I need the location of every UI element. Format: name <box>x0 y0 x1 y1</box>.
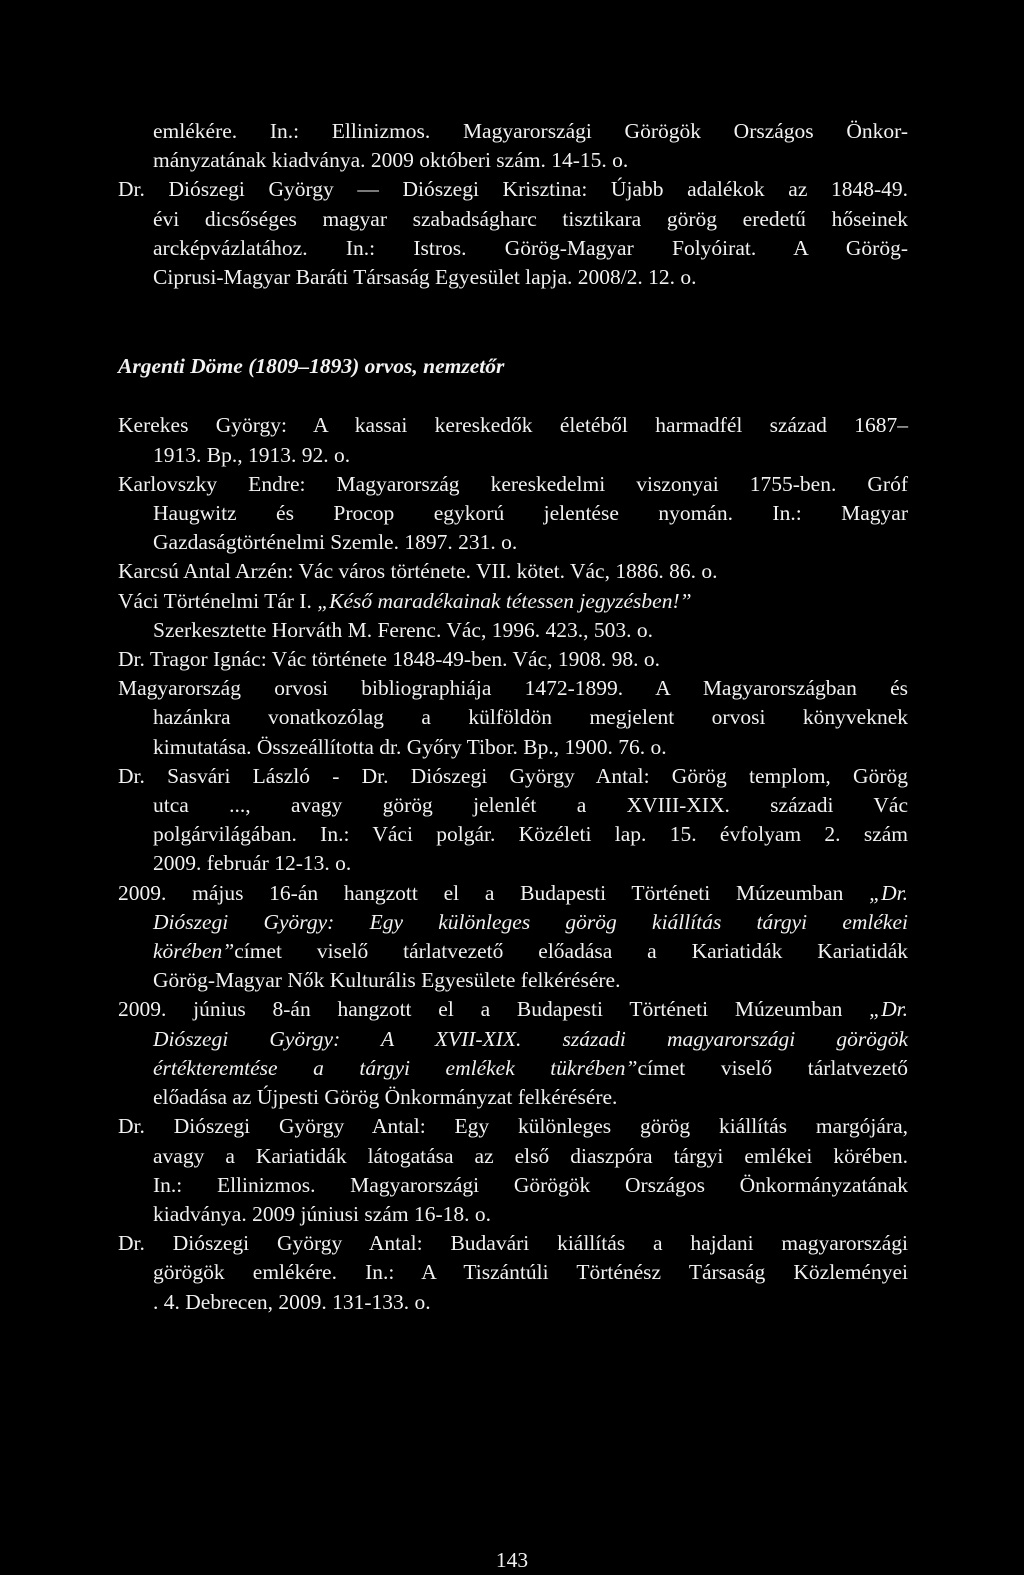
text-line <box>118 995 908 1024</box>
text-line: Gazdaságtörténelmi Szemle. 1897. 231. o. <box>153 530 518 555</box>
italic-title: Diószegi György: A XVII-XIX. századi magyarországi görögök <box>153 1026 908 1051</box>
text-column <box>118 117 908 1317</box>
text-line: Ciprusi-Magyar Baráti Társaság Egyesület lapja. 2008/2. 12. o. <box>153 265 697 290</box>
text-segment: címet viselő tárlatvezető előadása a Kariatidák Kariatidák <box>234 939 908 964</box>
page-number: 143 <box>495 1548 529 1572</box>
text-line: Szerkesztette Horváth M. Ferenc. Vác, 1996. 423., 503. o. <box>153 617 653 642</box>
text-line: arcképvázlatához. In.: Istros. Görög-Magyar Folyóirat. A Görög- <box>153 235 908 260</box>
text-segment: 2009. május 16-án hangzott el a Budapesti Történeti Múzeumban <box>118 880 870 905</box>
text-line: Dr. Tragor Ignác: Vác története 1848-49-ben. Vác, 1908. 98. o. <box>118 647 660 672</box>
text-line: kiadványa. 2009 júniusi szám 16-18. o. <box>153 1201 491 1226</box>
italic-title: „Késő maradékainak tétessen jegyzésben!” <box>317 588 692 613</box>
text-line: Dr. Diószegi György — Diószegi Krisztina: Újabb adalékok az 1848-49. <box>118 177 908 202</box>
text-line: Dr. Diószegi György Antal: Egy különleges görög kiállítás margójára, <box>118 1114 908 1139</box>
italic-title: „Dr. <box>869 997 908 1022</box>
text-line: görögök emlékére. In.: A Tiszántúli Történész Társaság Közleményei <box>153 1260 908 1285</box>
text-line <box>118 937 908 966</box>
text-line: polgárvilágában. In.: Váci polgár. Közéleti lap. 15. évfolyam 2. szám <box>153 822 908 847</box>
text-line: emlékére. In.: Ellinizmos. Magyarországi Görögök Országos Önkor- <box>153 119 908 143</box>
italic-title: értékteremtése a tárgyi emlékek tükrében” <box>153 1055 638 1080</box>
text-line: Dr. Sasvári László - Dr. Diószegi György Antal: Görög templom, Görög <box>118 763 908 788</box>
text-line: 1913. Bp., 1913. 92. o. <box>153 442 351 467</box>
text-line: Kerekes György: A kassai kereskedők életéből harmadfél század 1687– <box>118 413 908 438</box>
italic-title: Diószegi György: Egy különleges görög kiállítás tárgyi emlékei <box>153 909 908 934</box>
text-line: avagy a Kariatidák látogatása az első diaszpóra tárgyi emlékei körében. <box>153 1143 908 1168</box>
text-line: 2009. február 12-13. o. <box>153 851 352 876</box>
italic-title: körében” <box>153 939 235 964</box>
text-line: Magyarország orvosi bibliographiája 1472-1899. A Magyarországban és <box>118 676 908 701</box>
text-line <box>118 1054 908 1083</box>
text-line <box>118 1025 908 1054</box>
section-heading: Argenti Döme (1809–1893) orvos, nemzetőr <box>118 354 505 379</box>
text-line <box>118 908 908 937</box>
text-line: Dr. Diószegi György Antal: Budavári kiállítás a hajdani magyarországi <box>118 1231 908 1256</box>
text-segment: címet viselő tárlatvezető <box>637 1055 908 1080</box>
italic-title: „Dr. <box>869 880 908 905</box>
text-line: In.: Ellinizmos. Magyarországi Görögök Országos Önkormányzatának <box>153 1172 908 1197</box>
text-line <box>118 587 908 616</box>
text-line: Görög-Magyar Nők Kulturális Egyesülete felkérésére. <box>153 968 621 993</box>
text-line: mányzatának kiadványa. 2009 októberi szám. 14-15. o. <box>153 148 629 173</box>
text-segment: Váci Történelmi Tár I. <box>118 588 318 613</box>
text-segment: 2009. június 8-án hangzott el a Budapesti Történeti Múzeumban <box>118 997 870 1022</box>
text-line: évi dicsőséges magyar szabadságharc tisztikara görög eredetű hőseinek <box>153 206 908 231</box>
text-line <box>118 879 908 908</box>
text-line: Karcsú Antal Arzén: Vác város története. VII. kötet. Vác, 1886. 86. o. <box>118 559 718 584</box>
text-line: . 4. Debrecen, 2009. 131-133. o. <box>153 1289 431 1314</box>
text-line: kimutatása. Összeállította dr. Győry Tibor. Bp., 1900. 76. o. <box>153 734 667 759</box>
text-line: hazánkra vonatkozólag a külföldön megjelent orvosi könyveknek <box>153 705 908 730</box>
text-line: utca ..., avagy görög jelenlét a XVIII-XIX. századi Vác <box>153 793 908 818</box>
text-line: előadása az Újpesti Görög Önkormányzat felkérésére. <box>153 1085 618 1110</box>
text-line: Haugwitz és Procop egykorú jelentése nyomán. In.: Magyar <box>153 501 908 526</box>
text-line: Karlovszky Endre: Magyarország kereskedelmi viszonyai 1755-ben. Gróf <box>118 471 908 496</box>
